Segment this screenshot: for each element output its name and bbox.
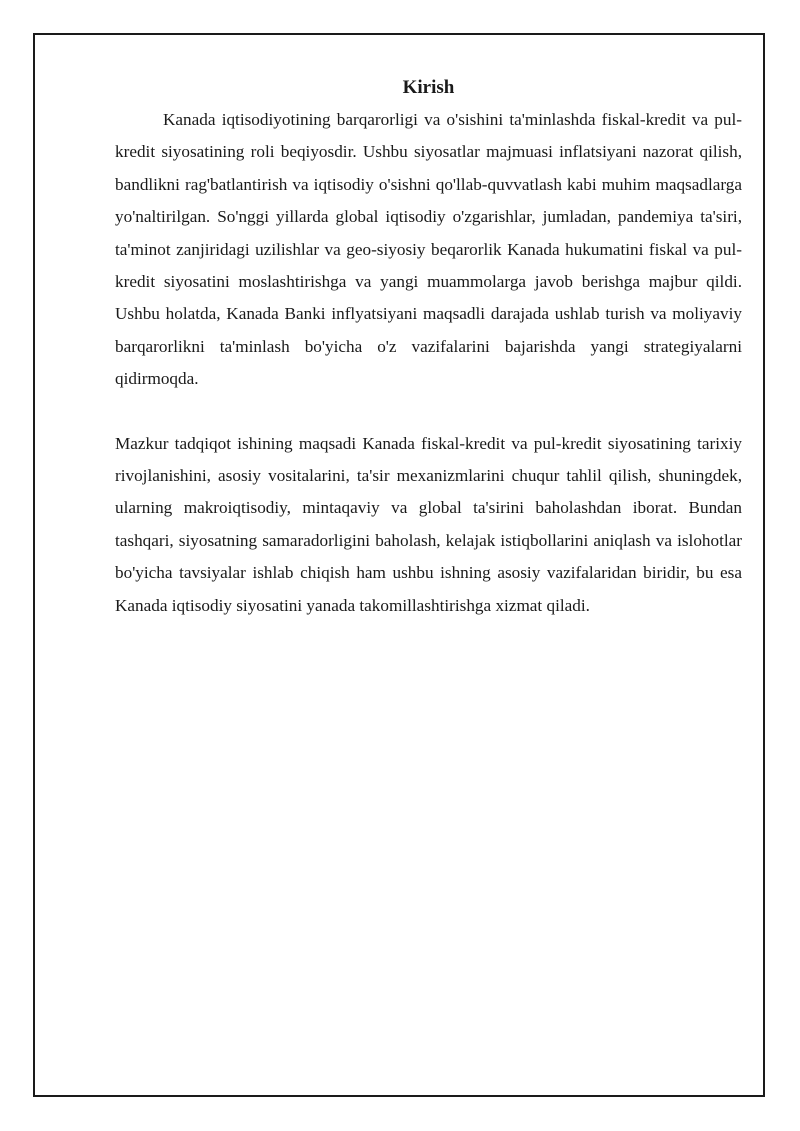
document-title: Kirish (402, 77, 455, 98)
document-body (115, 72, 742, 622)
paragraph-spacer (115, 396, 742, 428)
paragraph-purpose: Mazkur tadqiqot ishining maqsadi Kanada fiskal-kredit va pul-kredit siyosatining tarixiy rivojlanishini, asosiy vositalarini, ta'sir mexanizmlarini chuqur tahlil qilish, shuningdek, ularning makroiqtisodiy, mintaqaviy va global ta'sirini baholashdan iborat. Bundan tashqari, siyosatning samaradorligini baholash, kelajak istiqbollarini aniqlash va islohotlar bo'yicha tavsiyalar ishlab chiqish ham ushbu ishning asosiy vazifalaridan biridir, bu esa Kanada iqtisodiy siyosatini yanada takomillashtirishga xizmat qiladi. (115, 433, 742, 615)
paragraph-intro: Kanada iqtisodiyotining barqarorligi va o'sishini ta'minlashda fiskal-kredit va pul-kredit siyosatining roli beqiyosdir. Ushbu siyosatlar majmuasi inflatsiyani nazorat qilish, bandlikni rag'batlantirish va iqtisodiy o'sishni qo'llab-quvvatlash kabi muhim maqsadlarga yo'naltirilgan. So'nggi yillarda global iqtisodiy o'zgarishlar, jumladan, pandemiya ta'siri, ta'minot zanjiridagi uzilishlar va geo-siyosiy beqarorlik Kanada hukumatini fiskal va pul-kredit siyosatini moslashtirishga va yangi muammolarga javob berishga majbur qildi. Ushbu holatda, Kanada Banki inflyatsiyani maqsadli darajada ushlab turish va moliyaviy barqarorlikni ta'minlash bo'yicha o'z vazifalarini bajarishda yangi strategiyalarni qidirmoqda. (115, 110, 742, 389)
